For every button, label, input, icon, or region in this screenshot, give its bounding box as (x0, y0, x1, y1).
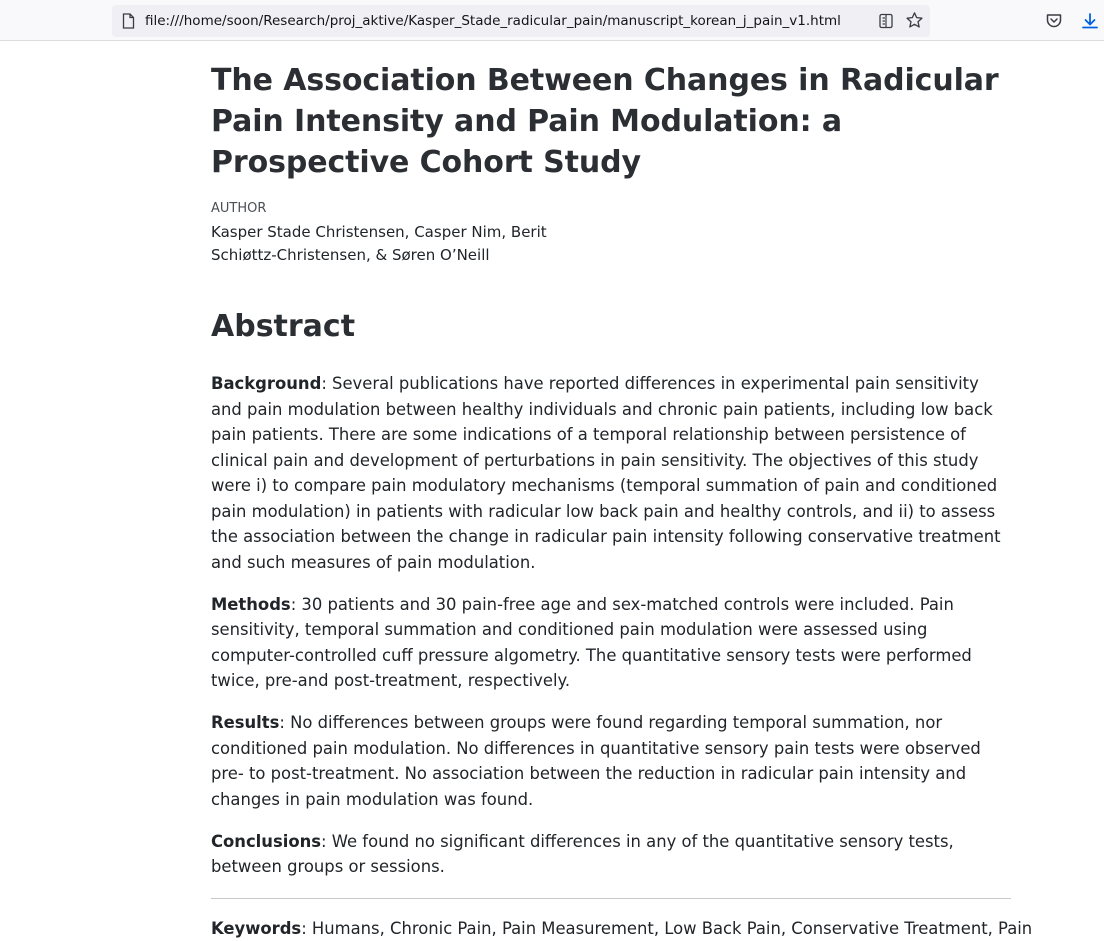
author-names: Kasper Stade Christensen, Casper Nim, Berit Schiøttz-Christensen, & Søren O’Neill (211, 221, 601, 267)
bookmark-star-icon[interactable] (905, 11, 924, 30)
background-text: : Several publications have reported differences in experimental pain sensitivity and pain modulation between healthy individuals and chronic pain patients, including low back pain patients. There are some indications of a temporal relationship between persistence of clinical pain and development of perturbations in pain sensitivity. The objectives of this study were i) to compare pain modulatory mechanisms (temporal summation of pain and conditioned pain modulation) in patients with radicular low back pain and healthy controls, and ii) to assess the association between the change in radicular pain intensity following conservative treatment and such measures of pain modulation. (211, 374, 1001, 572)
conclusions-label: Conclusions (211, 832, 321, 851)
page-title: The Association Between Changes in Radicular Pain Intensity and Pain Modulation: a Prospective Cohort Study (211, 60, 1011, 183)
conclusions-text: : We found no significant differences in any of the quantitative sensory tests, between groups or sessions. (211, 832, 954, 877)
abstract-background (211, 371, 1011, 575)
download-icon[interactable] (1080, 11, 1100, 31)
results-label: Results (211, 713, 279, 732)
methods-label: Methods (211, 595, 291, 614)
abstract-heading: Abstract (211, 307, 1011, 347)
abstract-results (211, 710, 1011, 812)
page-icon (122, 13, 135, 29)
abstract-conclusions (211, 829, 1011, 880)
address-bar[interactable] (112, 5, 930, 37)
divider (211, 898, 1011, 899)
document-body (211, 60, 1011, 941)
url-text[interactable]: file:///home/soon/Research/proj_aktive/Kasper_Stade_radicular_pain/manuscript_korean_j_pain_v1.html (145, 13, 865, 29)
keywords-text: : Humans, Chronic Pain, Pain Measurement, Low Back Pain, Conservative Treatment, Pain (301, 919, 1032, 938)
pocket-icon[interactable] (1045, 12, 1063, 30)
reader-view-icon[interactable] (878, 13, 894, 29)
background-label: Background (211, 374, 321, 393)
keywords (211, 916, 1011, 941)
methods-text: : 30 patients and 30 pain-free age and sex-matched controls were included. Pain sensitivity, temporal summation and conditioned pain modulation were assessed using computer-controlled cuff pressure algometry. The quantitative sensory tests were performed twice, pre-and post-treatment, respectively. (211, 595, 972, 691)
browser-toolbar (0, 0, 1104, 41)
keywords-label: Keywords (211, 919, 301, 938)
author-label: AUTHOR (211, 201, 1011, 217)
results-text: : No differences between groups were found regarding temporal summation, nor conditioned pain modulation. No differences in quantitative sensory pain tests were observed pre- to post-treatment. No association between the reduction in radicular pain intensity and changes in pain modulation was found. (211, 713, 981, 809)
abstract-methods (211, 592, 1011, 694)
